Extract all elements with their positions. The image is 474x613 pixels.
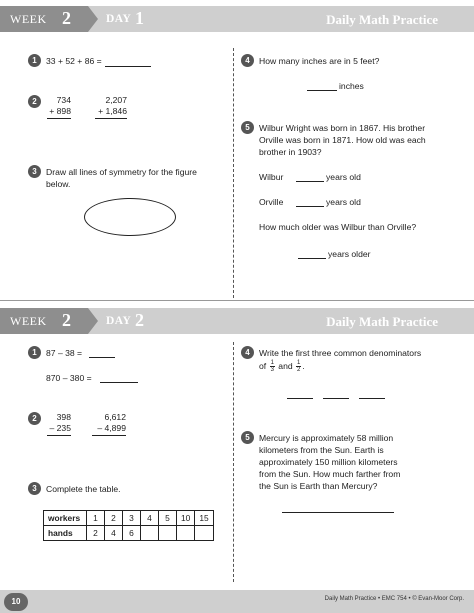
day-number: 2	[135, 310, 144, 330]
table-row	[44, 526, 214, 541]
table-cell: 4	[105, 526, 123, 541]
answer-blank[interactable]	[105, 66, 151, 67]
question-text: Wilbur Wright was born in 1867. His brother	[259, 123, 426, 133]
addend-top: 2,207	[105, 95, 127, 105]
question-text: 87 – 38 =	[46, 348, 83, 358]
header-title: Daily Math Practice	[326, 12, 438, 27]
oval-figure[interactable]	[84, 198, 176, 236]
question-number-badge: 4	[241, 346, 254, 359]
table-cell: 1	[87, 511, 105, 526]
question-text: below.	[46, 179, 71, 189]
years-old-label: years old	[326, 172, 361, 182]
question-text: How many inches are in 5 feet?	[259, 56, 380, 66]
addend-bottom: + 1,846	[98, 106, 127, 116]
row-header: workers	[44, 511, 87, 526]
question-number-badge: 3	[28, 165, 41, 178]
question-text: the Sun is Earth than Mercury?	[259, 481, 378, 491]
question-text: from the Sun. How much farther from	[259, 469, 401, 479]
table-cell: 2	[105, 511, 123, 526]
addition-problem	[47, 95, 71, 119]
day2-header	[0, 308, 474, 334]
answer-blank[interactable]	[359, 398, 385, 399]
answer-blank[interactable]	[296, 181, 324, 182]
text-of: of	[259, 361, 267, 371]
table-cell: 6	[123, 526, 141, 541]
table-cell: 10	[177, 511, 195, 526]
minuend: 6,612	[104, 412, 126, 422]
question-text: Orville was born in 1871. How old was each	[259, 135, 426, 145]
denominator: 3	[270, 367, 274, 374]
question-number-badge: 2	[28, 95, 41, 108]
header-title: Daily Math Practice	[326, 314, 438, 329]
question-text: approximately 150 million kilometers	[259, 457, 398, 467]
difference-rule	[47, 435, 71, 436]
question-text: brother in 1903?	[259, 147, 322, 157]
question-text: Write the first three common denominators	[259, 348, 422, 358]
fraction-one-half	[296, 360, 301, 373]
text-and: and	[278, 361, 293, 371]
question-text: 870 – 380 =	[46, 373, 92, 383]
difference-rule	[92, 435, 126, 436]
question-number-badge: 5	[241, 121, 254, 134]
answer-blank[interactable]	[298, 258, 326, 259]
sum-rule	[95, 118, 127, 119]
answer-blank[interactable]	[89, 357, 115, 358]
footer-credit: Daily Math Practice • EMC 754 • © Evan-Moor Corp.	[324, 596, 464, 602]
column-divider	[233, 48, 234, 298]
subtrahend: – 4,899	[97, 423, 126, 433]
section-divider	[0, 300, 474, 301]
table-cell: 15	[195, 511, 213, 526]
subtraction-problem	[47, 412, 71, 436]
day-label: DAY	[106, 13, 132, 25]
answer-cell[interactable]	[195, 526, 213, 541]
numerator: 1	[297, 360, 301, 367]
table-cell: 5	[159, 511, 177, 526]
answer-blank[interactable]	[100, 382, 138, 383]
subtrahend: – 235	[49, 423, 71, 433]
answer-blank[interactable]	[307, 90, 337, 91]
answer-unit: inches	[339, 81, 364, 91]
orville-label: Orville	[259, 197, 284, 207]
years-old-label: years old	[326, 197, 361, 207]
question-text: How much older was Wilbur than Orville?	[259, 222, 417, 232]
wilbur-label: Wilbur	[259, 172, 284, 182]
fraction-one-third	[270, 360, 275, 373]
question-text: Mercury is approximately 58 million	[259, 433, 394, 443]
answer-blank[interactable]	[282, 512, 394, 513]
addend-top: 734	[56, 95, 71, 105]
question-text: 33 + 52 + 86 =	[46, 56, 102, 66]
question-number-badge: 4	[241, 54, 254, 67]
answer-cell[interactable]	[177, 526, 195, 541]
page-number: 10	[4, 593, 28, 611]
week-number: 2	[62, 8, 71, 28]
row-header: hands	[44, 526, 87, 541]
question-text: kilometers from the Sun. Earth is	[259, 445, 384, 455]
answer-blank[interactable]	[287, 398, 313, 399]
table-cell: 4	[141, 511, 159, 526]
workers-hands-table	[43, 510, 214, 541]
column-divider	[233, 342, 234, 582]
week-number: 2	[62, 310, 71, 330]
week-label: WEEK	[10, 12, 47, 26]
answer-blank[interactable]	[323, 398, 349, 399]
question-number-badge: 2	[28, 412, 41, 425]
years-older-label: years older	[328, 249, 371, 259]
addend-bottom: + 898	[49, 106, 71, 116]
day-number: 1	[135, 8, 144, 28]
question-number-badge: 1	[28, 54, 41, 67]
day1-header	[0, 6, 474, 32]
answer-cell[interactable]	[141, 526, 159, 541]
answer-cell[interactable]	[159, 526, 177, 541]
denominator: 2	[297, 367, 301, 374]
numerator: 1	[270, 360, 274, 367]
addition-problem	[95, 95, 127, 119]
question-text-with-fractions: of $\frac{1}{3}$ and $\frac{1}{2}$ .	[259, 360, 305, 374]
question-number-badge: 5	[241, 431, 254, 444]
minuend: 398	[56, 412, 71, 422]
question-text: Complete the table.	[46, 484, 121, 494]
day-label: DAY	[106, 315, 132, 327]
table-cell: 3	[123, 511, 141, 526]
question-number-badge: 1	[28, 346, 41, 359]
answer-blank[interactable]	[296, 206, 324, 207]
question-number-badge: 3	[28, 482, 41, 495]
table-row	[44, 511, 214, 526]
table-cell: 2	[87, 526, 105, 541]
week-label: WEEK	[10, 314, 47, 328]
question-text: Draw all lines of symmetry for the figure	[46, 167, 197, 177]
subtraction-problem	[92, 412, 126, 436]
sum-rule	[47, 118, 71, 119]
